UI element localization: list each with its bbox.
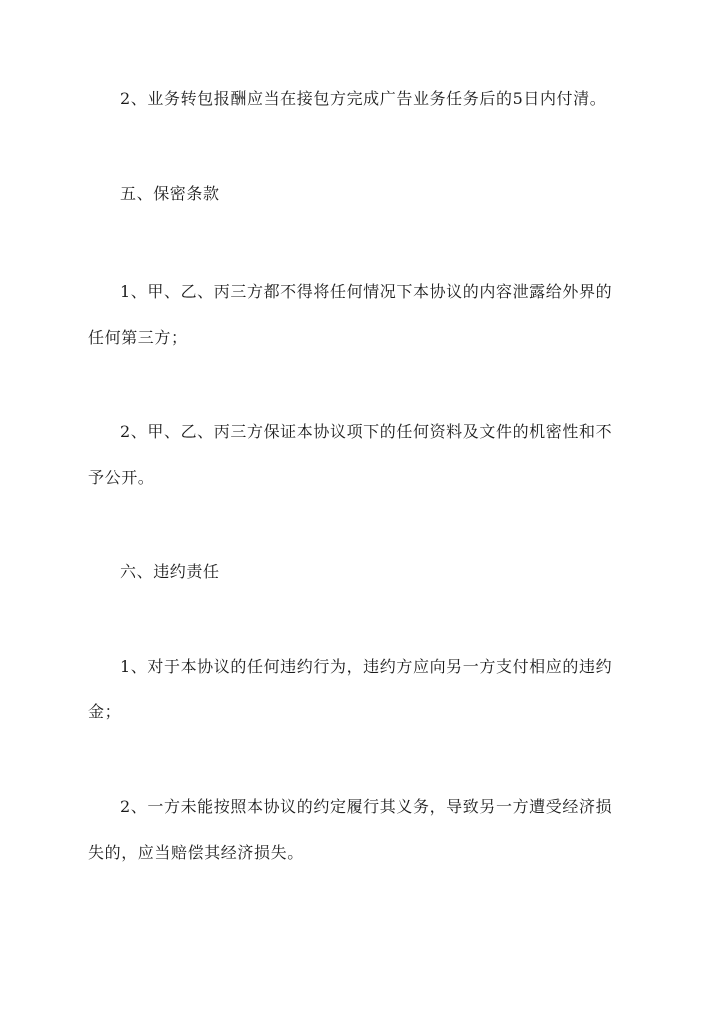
clause-6-1-line-2: 金； (88, 702, 122, 721)
clause-6-2-line-1: 2、一方未能按照本协议的约定履行其义务，导致另一方遭受经济损 (120, 797, 613, 816)
clause-6-2-line-2: 失的，应当赔偿其经济损失。 (88, 843, 304, 862)
section-heading-confidentiality: 五、保密条款 (120, 184, 220, 203)
clause-5-1-line-1: 1、甲、乙、丙三方都不得将任何情况下本协议的内容泄露给外界的 (120, 282, 613, 301)
clause-4-2-line-1: 2、业务转包报酬应当在接包方完成广告业务任务后的5日内付清。 (120, 89, 607, 108)
clause-5-2-line-2: 予公开。 (88, 468, 155, 487)
clause-5-2-line-1: 2、甲、乙、丙三方保证本协议项下的任何资料及文件的机密性和不 (120, 422, 613, 441)
clause-6-1-line-1: 1、对于本协议的任何违约行为，违约方应向另一方支付相应的违约 (120, 657, 613, 676)
section-heading-liability: 六、违约责任 (120, 562, 220, 581)
clause-5-1-line-2: 任何第三方； (88, 328, 188, 347)
